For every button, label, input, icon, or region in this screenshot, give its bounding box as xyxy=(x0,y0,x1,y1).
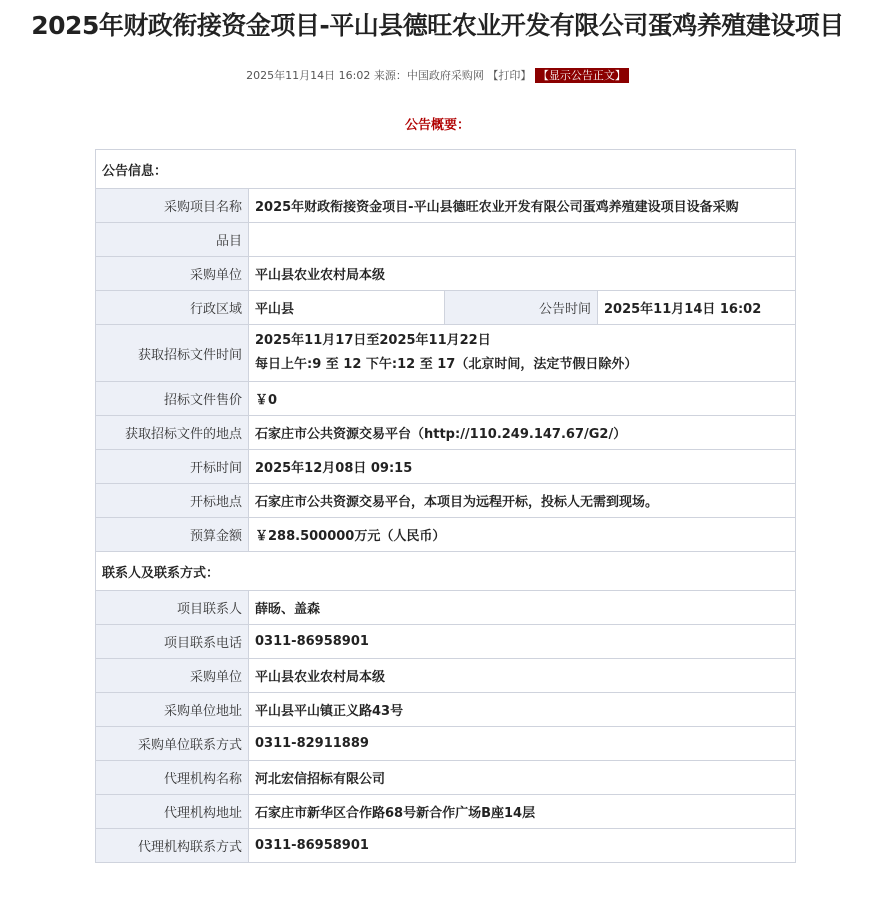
item-label: 品目 xyxy=(96,223,249,257)
item-value xyxy=(249,223,796,257)
doc-period-label: 获取招标文件时间 xyxy=(96,325,249,382)
table-row xyxy=(96,795,796,829)
print-link[interactable]: 【打印】 xyxy=(487,69,532,82)
publish-time-label: 公告时间 xyxy=(445,291,598,325)
budget-label: 预算金额 xyxy=(96,518,249,552)
purchaser-phone-label: 采购单位联系方式 xyxy=(96,727,249,761)
contact-purchaser-label: 采购单位 xyxy=(96,659,249,693)
region-label: 行政区域 xyxy=(96,291,249,325)
doc-location-value: 石家庄市公共资源交易平台（http://110.249.147.67/G2/） xyxy=(249,416,796,450)
table-row xyxy=(96,625,796,659)
purchaser-label: 采购单位 xyxy=(96,257,249,291)
open-location-value: 石家庄市公共资源交易平台，本项目为远程开标，投标人无需到现场。 xyxy=(249,484,796,518)
purchaser-value: 平山县农业农村局本级 xyxy=(249,257,796,291)
region-value: 平山县 xyxy=(249,291,445,325)
agency-value: 河北宏信招标有限公司 xyxy=(249,761,796,795)
agency-phone-value: 0311-86958901 xyxy=(249,829,796,863)
agency-phone-label: 代理机构联系方式 xyxy=(96,829,249,863)
table-row xyxy=(96,223,796,257)
doc-period-value xyxy=(249,325,796,382)
table-row xyxy=(96,591,796,625)
table-row xyxy=(96,659,796,693)
section-heading-contacts: 联系人及联系方式： xyxy=(96,552,796,591)
table-row xyxy=(96,291,796,325)
doc-period-hours: 每日上午:9 至 12 下午:12 至 17（北京时间，法定节假日除外） xyxy=(255,357,638,372)
project-phone-label: 项目联系电话 xyxy=(96,625,249,659)
doc-price-label: 招标文件售价 xyxy=(96,382,249,416)
table-row xyxy=(96,257,796,291)
source-label: 来源： xyxy=(373,69,407,82)
open-location-label: 开标地点 xyxy=(96,484,249,518)
project-name-value: 2025年财政衔接资金项目-平山县德旺农业开发有限公司蛋鸡养殖建设项目设备采购 xyxy=(249,189,796,223)
project-phone-value: 0311-86958901 xyxy=(249,625,796,659)
page-title: 2025年财政衔接资金项目-平山县德旺农业开发有限公司蛋鸡养殖建设项目 xyxy=(31,11,844,40)
publish-time-value: 2025年11月14日 16:02 xyxy=(598,291,796,325)
meta-line xyxy=(0,67,875,83)
table-row xyxy=(96,829,796,863)
agency-address-label: 代理机构地址 xyxy=(96,795,249,829)
section-heading-announcement: 公告信息： xyxy=(96,150,796,189)
show-notice-button[interactable]: 【显示公告正文】 xyxy=(535,68,629,83)
doc-location-label: 获取招标文件的地点 xyxy=(96,416,249,450)
table-row xyxy=(96,382,796,416)
project-contact-value: 薛旸、盖森 xyxy=(249,591,796,625)
purchaser-address-value: 平山县平山镇正义路43号 xyxy=(249,693,796,727)
open-time-value: 2025年12月08日 09:15 xyxy=(249,450,796,484)
purchaser-address-label: 采购单位地址 xyxy=(96,693,249,727)
section-row-announcement xyxy=(96,150,796,189)
project-contact-label: 项目联系人 xyxy=(96,591,249,625)
table-row xyxy=(96,450,796,484)
doc-period-dates: 2025年11月17日至2025年11月22日 xyxy=(255,333,491,348)
publish-date: 2025年11月14日 16:02 xyxy=(246,69,371,82)
table-row xyxy=(96,761,796,795)
table-row xyxy=(96,518,796,552)
purchaser-phone-value: 0311-82911889 xyxy=(249,727,796,761)
table-row xyxy=(96,693,796,727)
contact-purchaser-value: 平山县农业农村局本级 xyxy=(249,659,796,693)
table-row xyxy=(96,484,796,518)
open-time-label: 开标时间 xyxy=(96,450,249,484)
doc-price-value: ￥0 xyxy=(249,382,796,416)
table-row xyxy=(96,325,796,382)
agency-label: 代理机构名称 xyxy=(96,761,249,795)
section-row-contacts xyxy=(96,552,796,591)
table-row xyxy=(96,189,796,223)
agency-address-value: 石家庄市新华区合作路68号新合作广场B座14层 xyxy=(249,795,796,829)
table-row xyxy=(96,416,796,450)
summary-title: 公告概要： xyxy=(404,118,470,133)
announcement-table xyxy=(95,149,796,863)
source-name: 中国政府采购网 xyxy=(406,69,484,82)
budget-value: ￥288.500000万元（人民币） xyxy=(249,518,796,552)
table-row xyxy=(96,727,796,761)
project-name-label: 采购项目名称 xyxy=(96,189,249,223)
